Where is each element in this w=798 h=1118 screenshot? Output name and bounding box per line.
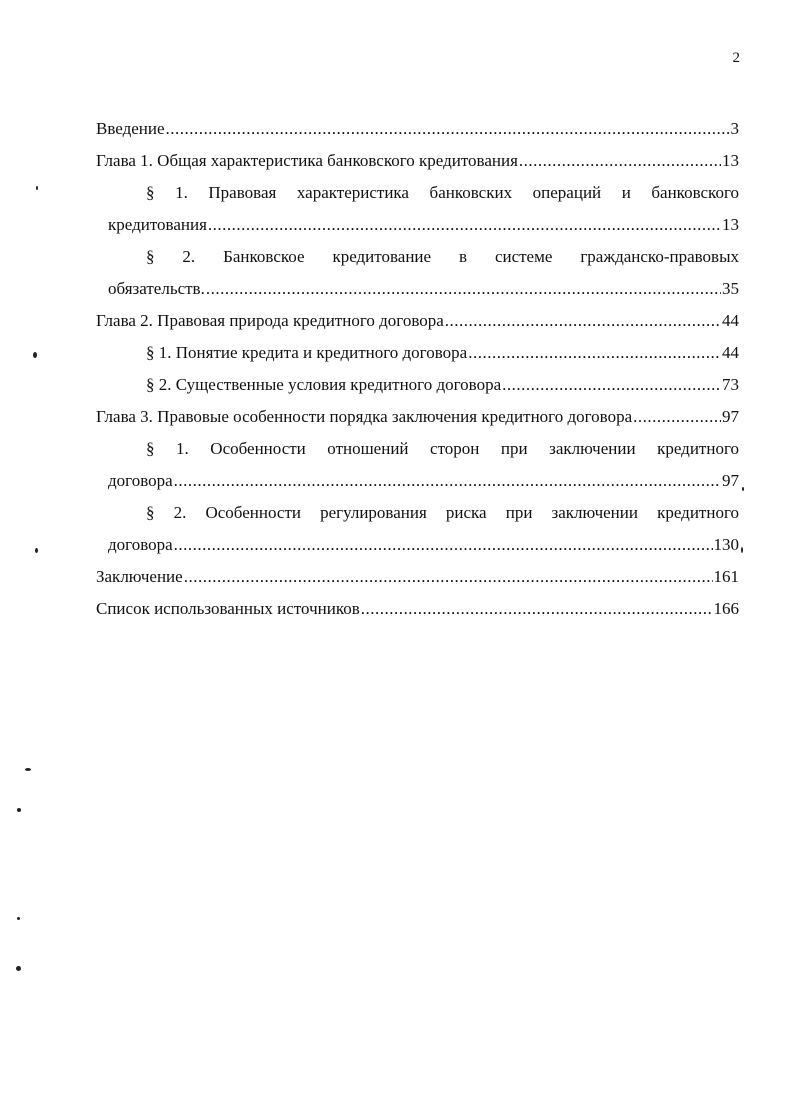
toc-leader-dots: [361, 593, 713, 625]
toc-entry-chapter-1-section-2: [96, 241, 739, 305]
toc-entry-chapter-1-section-1: [96, 177, 739, 241]
toc-entry-title-line-1: § 1. Правовая характеристика банковских операций и банковского: [146, 183, 739, 202]
toc-leader-dots: [166, 113, 730, 145]
toc-entry-conclusion: [96, 561, 739, 593]
toc-leader-dots: [468, 337, 721, 369]
toc-entry-chapter-1: [96, 145, 739, 177]
toc-leader-dots: [633, 401, 721, 433]
scan-speck: [17, 808, 21, 812]
toc-entry-title-line-2: кредитования: [108, 215, 207, 234]
scan-speck: [33, 352, 37, 358]
scan-speck: [25, 768, 31, 771]
page-number: 2: [732, 50, 740, 66]
toc-leader-dots: [184, 561, 713, 593]
scan-speck: [17, 917, 20, 920]
toc-entry-page: 3: [730, 119, 739, 138]
toc-entry-title-line-2: договора: [108, 535, 173, 554]
toc-leader-dots: [206, 273, 721, 305]
toc-entry-title: Глава 1. Общая характеристика банковского кредитования: [96, 151, 518, 170]
toc-entry-title-line-2: обязательств.: [108, 279, 205, 298]
toc-entry-page: 97: [722, 407, 739, 426]
toc-entry-sources: [96, 593, 739, 625]
table-of-contents: [96, 113, 739, 625]
toc-entry-chapter-2-section-1: [96, 337, 739, 369]
toc-leader-dots: [519, 145, 721, 177]
toc-entry-title-line-1: § 2. Особенности регулирования риска при заключении кредитного: [146, 503, 739, 522]
toc-leader-dots: [208, 209, 721, 241]
toc-leader-dots: [174, 529, 713, 561]
toc-entry-title-line-1: § 1. Особенности отношений сторон при заключении кредитного: [146, 439, 739, 458]
toc-entry-title: Заключение: [96, 567, 183, 586]
toc-entry-title: § 2. Существенные условия кредитного договора: [146, 375, 502, 394]
toc-entry-title-line-2: договора: [108, 471, 173, 490]
scan-speck: [741, 547, 743, 553]
toc-entry-chapter-3: [96, 401, 739, 433]
scan-speck: [36, 186, 38, 190]
toc-entry-title: § 1. Понятие кредита и кредитного договора: [146, 343, 468, 362]
toc-entry-page: 44: [722, 311, 739, 330]
toc-leader-dots: [445, 305, 721, 337]
toc-entry-page: 13: [722, 215, 739, 234]
toc-entry-title-line-1: § 2. Банковское кредитование в системе гражданско-правовых: [146, 247, 739, 266]
scan-speck: [16, 966, 21, 971]
toc-entry-title: Введение: [96, 119, 165, 138]
toc-entry-page: 97: [722, 471, 739, 490]
toc-entry-page: 166: [713, 599, 739, 618]
toc-entry-page: 161: [713, 567, 739, 586]
toc-entry-page: 73: [722, 375, 739, 394]
toc-entry-intro: [96, 113, 739, 145]
toc-entry-title: Глава 3. Правовые особенности порядка заключения кредитного договора: [96, 407, 633, 426]
toc-entry-chapter-3-section-2: [96, 497, 739, 561]
toc-leader-dots: [174, 465, 721, 497]
toc-entry-page: 130: [713, 535, 739, 554]
scan-speck: [35, 548, 38, 553]
toc-entry-chapter-3-section-1: [96, 433, 739, 497]
toc-entry-chapter-2-section-2: [96, 369, 739, 401]
toc-leader-dots: [502, 369, 721, 401]
toc-entry-chapter-2: [96, 305, 739, 337]
toc-entry-page: 35: [722, 279, 739, 298]
toc-entry-page: 13: [722, 151, 739, 170]
toc-entry-page: 44: [722, 343, 739, 362]
scan-speck: [742, 487, 744, 491]
toc-entry-title: Список использованных источников: [96, 599, 360, 618]
toc-entry-title: Глава 2. Правовая природа кредитного договора: [96, 311, 444, 330]
